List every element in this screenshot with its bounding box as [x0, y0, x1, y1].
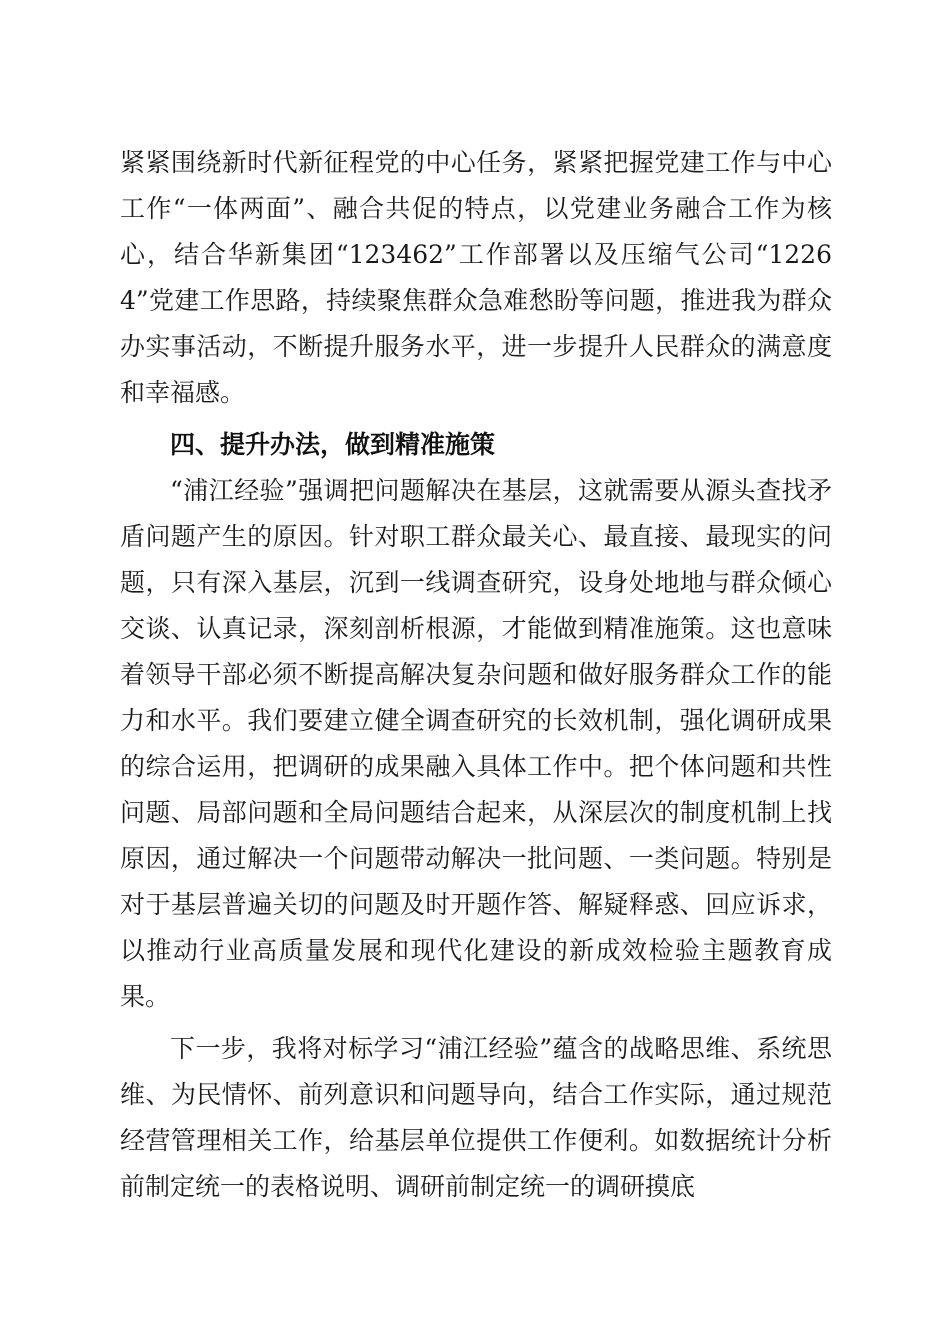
- paragraph-body: “浦江经验”强调把问题解决在基层，这就需要从源头查找矛盾问题产生的原因。针对职工群众最关心、最直接、最现实的问题，只有深入基层，沉到一线调查研究，设身处地地与群众倾心交谈、认真记录，深刻剖析根源，才能做到精准施策。这也意味着领导干部必须不断提高解决复杂问题和做好服务群众工作的能力和水平。我们要建立健全调查研究的长效机制，强化调研成果的综合运用，把调研的成果融入具体工作中。把个体问题和共性问题、局部问题和全局问题结合起来，从深层次的制度机制上找原因，通过解决一个问题带动解决一批问题、一类问题。特别是对于基层普遍关切的问题及时开题作答、解疑释惑、回应诉求，以推动行业高质量发展和现代化建设的新成效检验主题教育成果。: [120, 476, 832, 1011]
- paragraph-next-step: 下一步，我将对标学习“浦江经验”蕴含的战略思维、系统思维、为民情怀、前列意识和问题导向，结合工作实际，通过规范经营管理相关工作，给基层单位提供工作便利。如数据统计分析前制定统一的表格说明、调研前制定统一的调研摸底: [120, 1034, 832, 1201]
- section-heading: 四、提升办法，做到精准施策: [170, 430, 496, 459]
- paragraph-continuation: 紧紧围绕新时代新征程党的中心任务，紧紧把握党建工作与中心工作“一体两面”、融合共促的特点，以党建业务融合工作为核心，结合华新集团“123462”工作部署以及压缩气公司“12264”党建工作思路，持续聚焦群众急难愁盼等问题，推进我为群众办实事活动，不断提升服务水平，进一步提升人民群众的满意度和幸福感。: [120, 148, 832, 407]
- document-body: [120, 140, 832, 1210]
